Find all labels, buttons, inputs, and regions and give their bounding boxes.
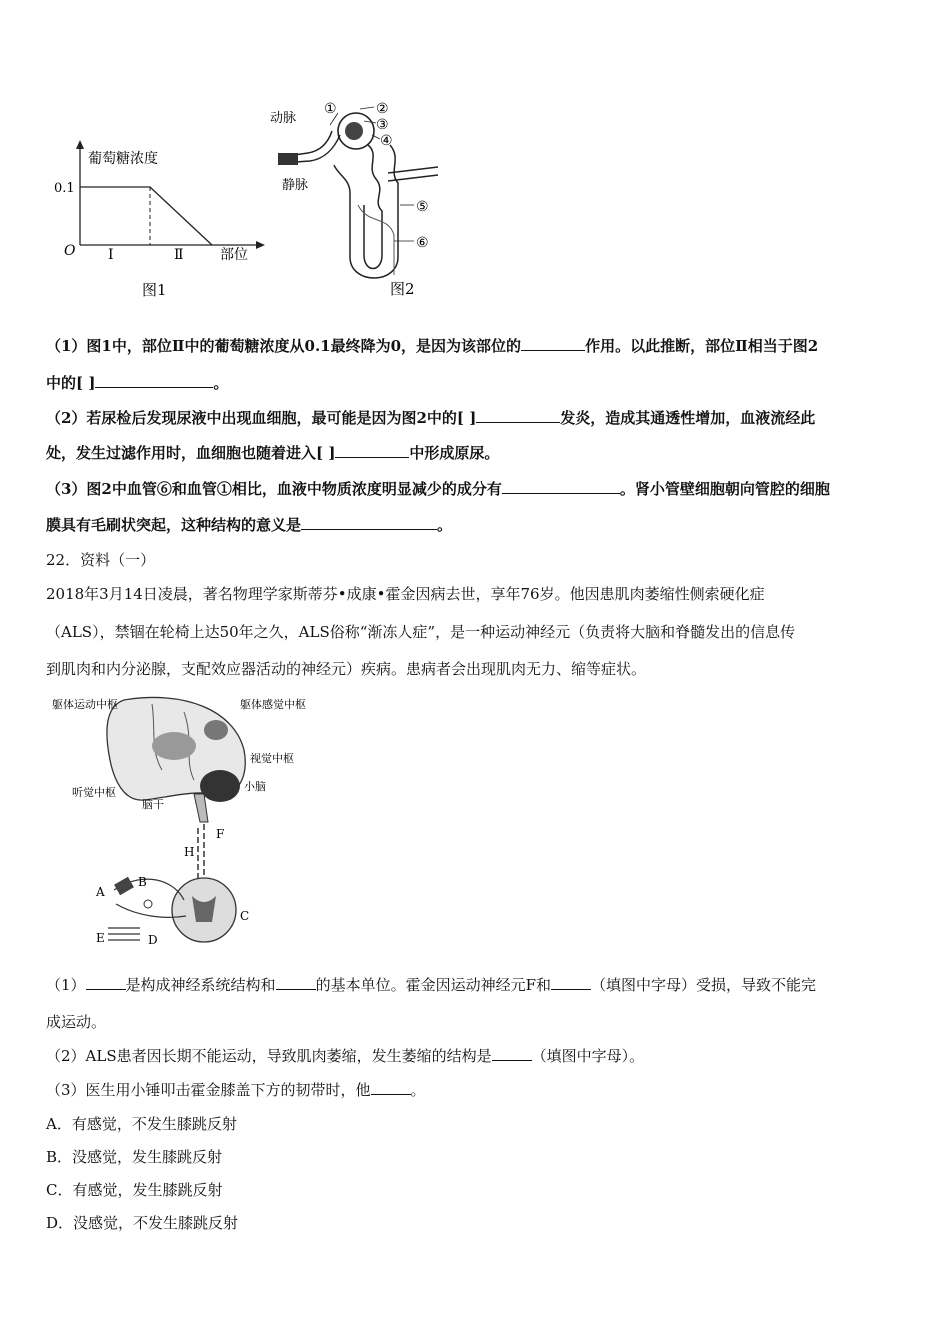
fig2-vein-label: 静脉 bbox=[282, 178, 309, 193]
q21-part1-line2: 中的[ ] 。 bbox=[46, 374, 229, 392]
fig2-glomerulus bbox=[345, 122, 363, 140]
fig1-caption: 图1 bbox=[142, 281, 167, 299]
option-a: A．有感觉，不发生膝跳反射 bbox=[46, 1115, 237, 1133]
q22-heading: 22．资料（一） bbox=[46, 551, 156, 569]
fig2-mark-1: ① bbox=[324, 101, 337, 117]
label-H: H bbox=[184, 845, 195, 859]
label-D: D bbox=[148, 933, 158, 947]
label-auditory-center: 听觉中枢 bbox=[72, 786, 116, 799]
fig1-region1: Ⅰ bbox=[108, 247, 114, 263]
fig1-region2: Ⅱ bbox=[174, 247, 184, 263]
fig1-y-arrow bbox=[76, 140, 84, 149]
fig2-caption: 图2 bbox=[390, 280, 415, 298]
fig2-mark-2: ② bbox=[376, 101, 389, 117]
option-d: D．没感觉，不发生膝跳反射 bbox=[46, 1214, 239, 1232]
label-B: B bbox=[138, 875, 147, 889]
q22-para1: 2018年3月14日凌晨，著名物理学家斯蒂芬•成康•霍金因病去世，享年76岁。他因患肌肉萎缩性侧索硬化症 bbox=[46, 585, 765, 603]
nervous-system-diagram bbox=[44, 690, 324, 960]
fig2-mark-4: ④ bbox=[380, 133, 393, 149]
figure1-graph bbox=[50, 135, 280, 305]
q22-sub1-line2: 成运动。 bbox=[46, 1013, 107, 1031]
q21-part2-line2: 处，发生过滤作用时，血细胞也随着进入[ ] 中形成原尿。 bbox=[46, 444, 500, 462]
fig2-mark-3: ③ bbox=[376, 117, 389, 133]
q21-part3-line2: 膜具有毛刷状突起，这种结构的意义是 。 bbox=[46, 516, 453, 534]
option-c: C．有感觉，发生膝跳反射 bbox=[46, 1181, 223, 1199]
option-b: B．没感觉，发生膝跳反射 bbox=[46, 1148, 223, 1166]
label-E: E bbox=[96, 931, 105, 945]
brain-inner-region bbox=[152, 732, 196, 760]
figure2-nephron bbox=[268, 95, 448, 305]
label-A: A bbox=[96, 885, 105, 899]
label-visual-center: 视觉中枢 bbox=[250, 752, 294, 765]
fig1-x-label: 部位 bbox=[220, 247, 248, 263]
fig1-y-tick: 0.1 bbox=[54, 181, 75, 196]
fig1-curve bbox=[80, 187, 212, 245]
fig1-origin: O bbox=[64, 243, 76, 259]
q21-part2-line1: （2）若尿检后发现尿液中出现血细胞，最可能是因为图2中的[ ] 发炎，造成其通透性增加，血液流经此 bbox=[46, 409, 816, 427]
q22-sub1-line1: （1） 是构成神经系统结构和 的基本单位。霍金因运动神经元F和 （填图中字母）受损，导致不能完 bbox=[46, 976, 816, 994]
q21-part1-line1: （1）图1中，部位Ⅱ中的葡萄糖浓度从0.1最终降为0，是因为该部位的 作用。以此推断，部位Ⅱ相当于图2 bbox=[46, 337, 819, 355]
q22-sub2: （2）ALS患者因长期不能运动，导致肌肉萎缩，发生萎缩的结构是 （填图中字母）。 bbox=[46, 1047, 645, 1065]
q22-para2: （ALS），禁锢在轮椅上达50年之久，ALS俗称“渐冻人症”，是一种运动神经元（负责将大脑和脊髓发出的信息传 bbox=[46, 623, 796, 641]
fig2-artery-label: 动脉 bbox=[270, 111, 297, 126]
fig1-x-arrow bbox=[256, 241, 265, 249]
label-C: C bbox=[240, 909, 250, 923]
label-motor-center: 躯体运动中枢 bbox=[52, 698, 118, 711]
cerebellum-shape bbox=[200, 770, 240, 802]
label-brainstem: 脑干 bbox=[142, 798, 164, 811]
fig1-y-label: 葡萄糖浓度 bbox=[88, 151, 158, 167]
fig2-mark-5: ⑤ bbox=[416, 199, 429, 215]
label-F: F bbox=[216, 827, 225, 841]
q22-sub3: （3）医生用小锤叩击霍金膝盖下方的韧带时，他 。 bbox=[46, 1081, 426, 1099]
q22-para3: 到肌肉和内分泌腺，支配效应器活动的神经元）疾病。患病者会出现肌肉无力、缩等症状。 bbox=[46, 660, 647, 678]
label-sensory-center: 躯体感觉中枢 bbox=[240, 698, 306, 711]
fig2-mark-6: ⑥ bbox=[416, 235, 429, 251]
label-cerebellum: 小脑 bbox=[244, 780, 266, 793]
q21-part3-line1: （3）图2中血管⑥和血管①相比，血液中物质浓度明显减少的成分有 。肾小管壁细胞朝向管腔的细胞 bbox=[46, 480, 830, 498]
